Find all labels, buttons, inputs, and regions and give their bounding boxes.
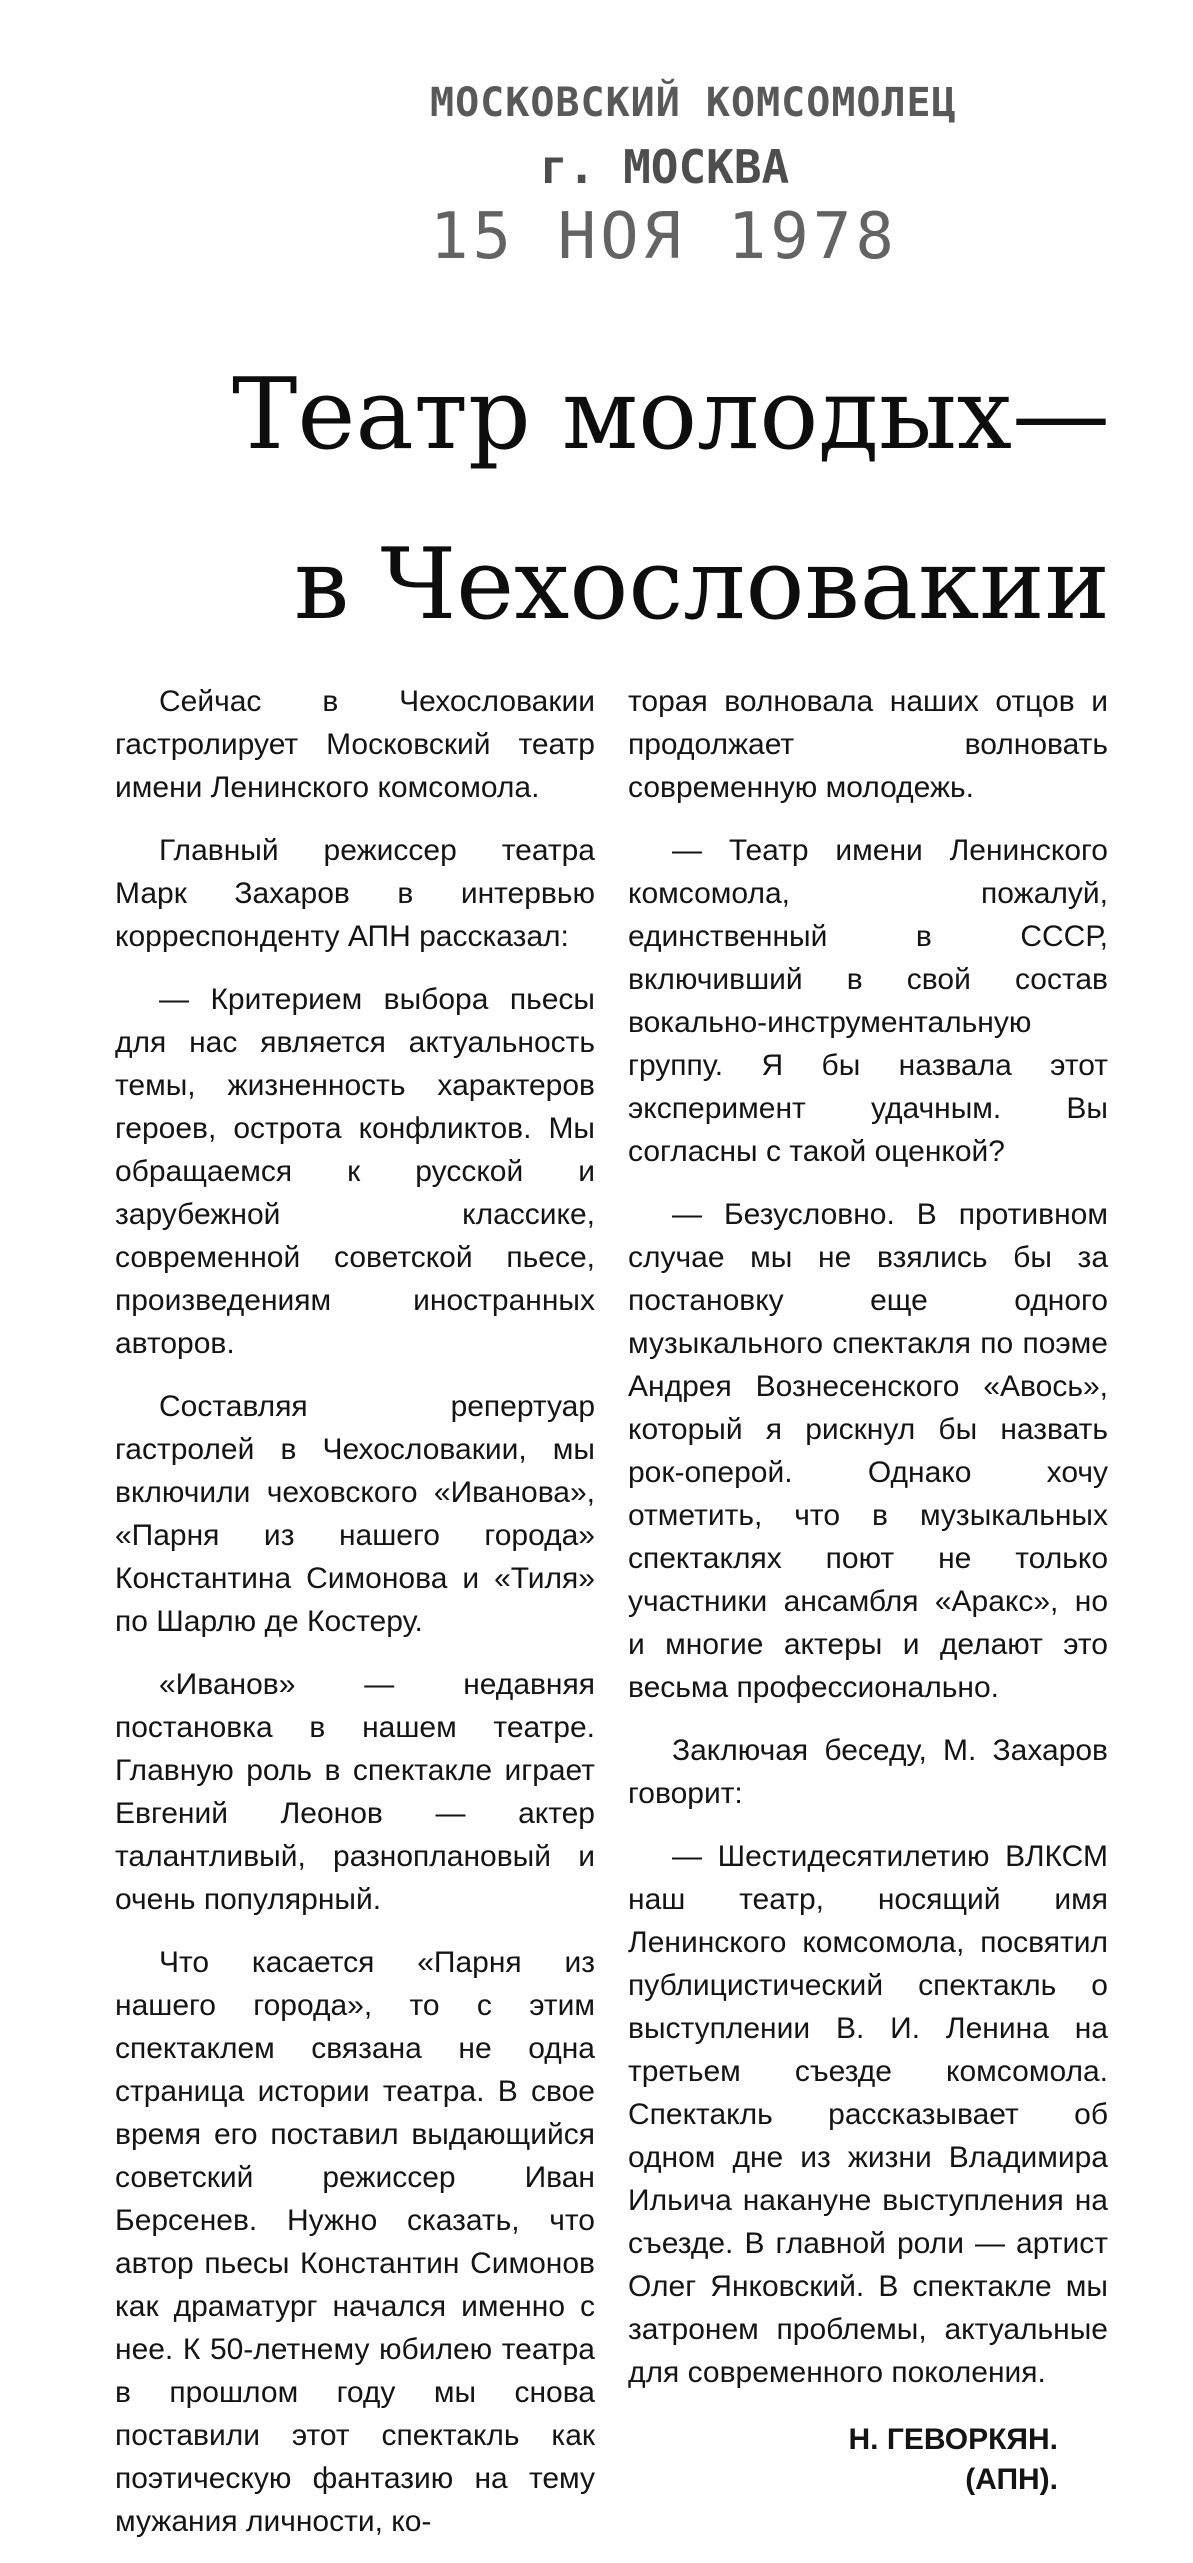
signature-author: Н. ГЕВОРКЯН. xyxy=(848,2423,1058,2456)
newspaper-stamp xyxy=(400,80,960,290)
paragraph: Заключая беседу, М. Захаров говорит: xyxy=(628,1734,1108,1810)
paragraph: Составляя репертуар гастролей в Чехословакии, мы включили чеховского «Иванова», «Парня из нашего города» Константина Симонова и «Тиля» по Шарлю де Костеру. xyxy=(115,1390,595,1638)
paragraph: — Безусловно. В противном случае мы не взялись бы за постановку еще одного музыкального спектакля по поэме Андрея Вознесенского «Авось», который я рискнул бы назвать рок-оперой. Однако хочу отметить, что в музыкальных спектаклях поют не только участники ансамбля «Аракс», но и многие актеры и делают это весьма профессионально. xyxy=(628,1198,1108,1704)
paragraph: Сейчас в Чехословакии гастролирует Московский театр имени Ленинского комсомола. xyxy=(115,685,595,804)
headline-line-1: Театр молодых— xyxy=(232,358,1110,472)
article-signature xyxy=(628,2420,1108,2500)
paragraph: Главный режиссер театра Марк Захаров в интервью корреспонденту АПН рассказал: xyxy=(115,834,595,953)
paragraph: торая волновала наших отцов и продолжает волновать современную молодежь. xyxy=(628,685,1108,804)
paragraph: — Критерием выбора пьесы для нас является актуальность темы, жизненность характеров героев, острота конфликтов. Мы обращаемся к русской и зарубежной классике, современной советской пьесе, произведениям иностранных авторов. xyxy=(115,983,595,1360)
signature-agency: (АПН). xyxy=(965,2463,1058,2496)
headline-line-2: в Чехословакии xyxy=(294,528,1110,642)
paragraph: — Шестидесятилетию ВЛКСМ наш театр, носящий имя Ленинского комсомола, посвятил публицистический спектакль о выступлении В. И. Ленина на третьем съезде комсомола. Спектакль рассказывает об одном дне из жизни Владимира Ильича накануне выступления на съезде. В главной роли — артист Олег Янковский. В спектакле мы затронем проблемы, актуальные для современного поколения. xyxy=(628,1840,1108,2389)
paragraph: Что касается «Парня из нашего города», то с этим спектаклем связана не одна страница истории театра. В свое время его поставил выдающийся советский режиссер Иван Берсенев. Нужно сказать, что автор пьесы Константин Симонов как драматург начался именно с нее. К 50-летнему юбилею театра в прошлом году мы снова поставили этот спектакль как поэтическую фантазию на тему мужания личности, ко- xyxy=(115,1946,595,2538)
paragraph: — Театр имени Ленинского комсомола, пожалуй, единственный в СССР, включивший в свой состав вокально-инструментальную группу. Я бы назвала этот эксперимент удачным. Вы согласны с такой оценкой? xyxy=(628,834,1108,1168)
stamp-date: 15 НОЯ 1978 xyxy=(430,200,898,274)
stamp-city: г. МОСКВА xyxy=(540,140,790,194)
article-headline xyxy=(60,330,1110,670)
stamp-newspaper-name: МОСКОВСКИЙ КОМСОМОЛЕЦ xyxy=(430,80,957,126)
left-column xyxy=(115,680,595,2563)
paragraph: «Иванов» — недавняя постановка в нашем театре. Главную роль в спектакле играет Евгений Леонов — актер талантливый, разноплановый и очень популярный. xyxy=(115,1668,595,1916)
right-column xyxy=(628,680,1108,2500)
